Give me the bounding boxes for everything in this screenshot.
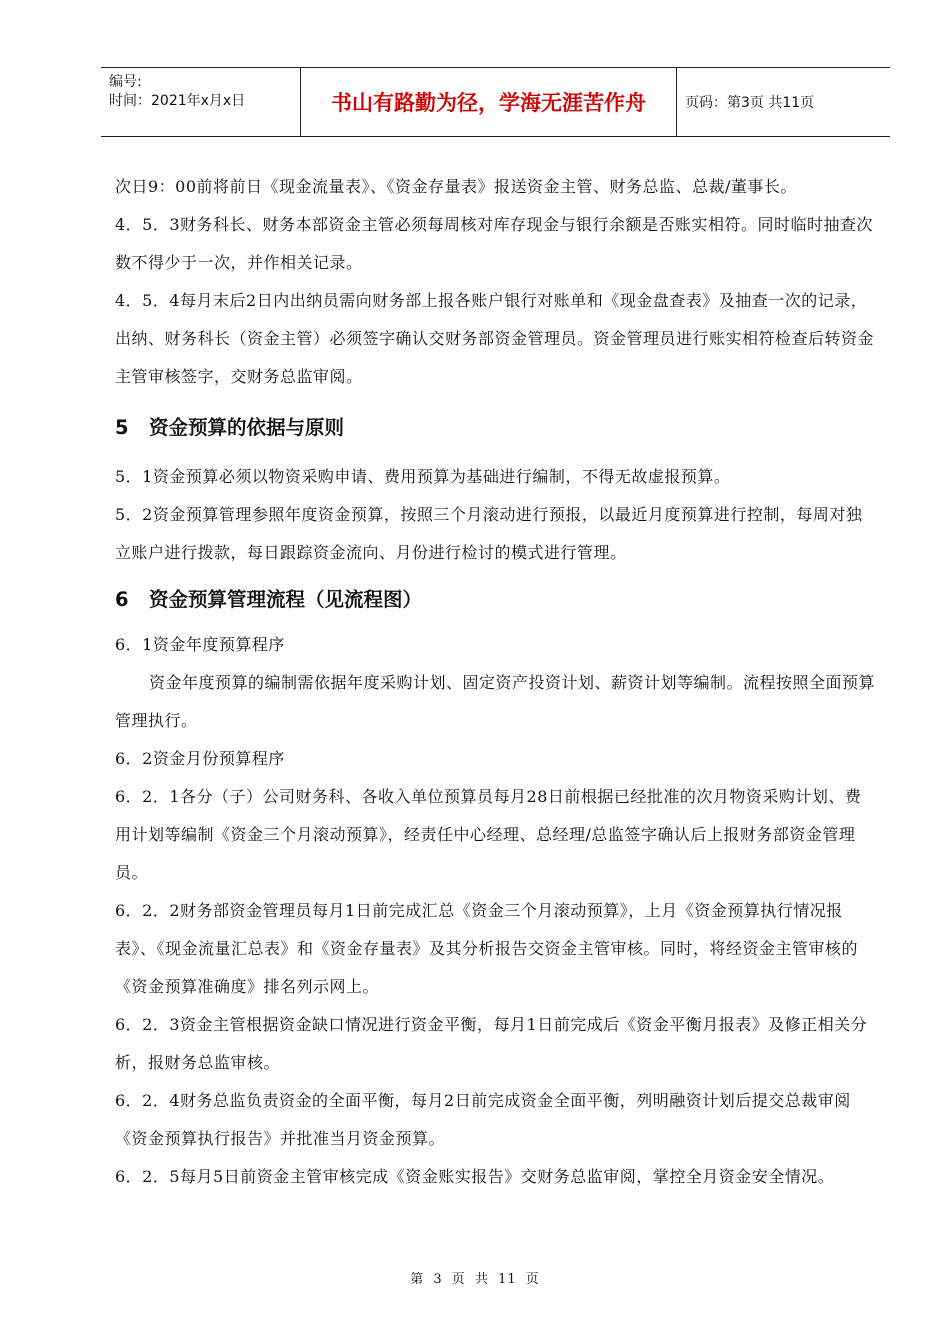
section-heading-5 [115,414,877,442]
section-number: 6 [115,588,129,611]
paragraph: 次日9：00前将前日《现金流量表》、《资金存量表》报送资金主管、财务总监、总裁/董事长。 [115,177,797,196]
section-title: 资金预算的依据与原则 [149,416,345,439]
paragraph: 4．5．3财务科长、财务本部资金主管必须每周核对库存现金与银行余额是否账实相符。同时临时抽查次数不得少于一次，并作相关记录。 [115,215,874,272]
document-body [115,168,877,1196]
footer-word: 第 [410,1272,425,1287]
footer-total-pages: 11 [498,1272,517,1287]
paragraph: 6．2资金月份预算程序 [115,749,285,768]
paragraph: 6．2．3资金主管根据资金缺口情况进行资金平衡，每月1日前完成后《资金平衡月报表》及修正相关分析，报财务总监审核。 [115,1015,868,1072]
header-page-info: 页码：第3页 共11页 [685,95,815,111]
paragraph: 5．1资金预算必须以物资采购申请、费用预算为基础进行编制，不得无故虚报预算。 [115,467,731,486]
header-table [101,67,890,137]
paragraph: 5．2资金预算管理参照年度资金预算，按照三个月滚动进行预报，以最近月度预算进行控制，每周对独立账户进行拨款，每日跟踪资金流向、月份进行检讨的模式进行管理。 [115,505,863,562]
paragraph: 6．1资金年度预算程序 [115,635,285,654]
paragraph: 6．2．2财务部资金管理员每月1日前完成汇总《资金三个月滚动预算》，上月《资金预算执行情况报表》、《现金流量汇总表》和《资金存量表》及其分析报告交资金主管审核。同时，将经资金主管审核的《资金预算准确度》排名列示网上。 [115,901,859,996]
header-motto: 书山有路勤为径，学海无涯苦作舟 [301,68,677,136]
footer-word: 页 [525,1272,540,1287]
footer-word: 共 [474,1272,489,1287]
paragraph: 6．2．5每月5日前资金主管审核完成《资金账实报告》交财务总监审阅，掌控全月资金安全情况。 [115,1167,835,1186]
header-meta-cell [101,68,301,136]
code-label: 编号: [109,74,142,90]
footer-page-number: 3 [433,1272,443,1287]
paragraph: 4．5．4每月末后2日内出纳员需向财务部上报各账户银行对账单和《现金盘查表》及抽查一次的记录，出纳、财务科长（资金主管）必须签字确认交财务部资金管理员。资金管理员进行账实相符检查后转资金主管审核签字，交财务总监审阅。 [115,291,875,386]
paragraph: 资金年度预算的编制需依据年度采购计划、固定资产投资计划、薪资计划等编制。流程按照全面预算管理执行。 [115,673,876,730]
page-footer [0,1268,950,1287]
footer-word: 页 [451,1272,466,1287]
time-label: 时间：2021年x月x日 [109,93,246,109]
paragraph: 6．2．4财务总监负责资金的全面平衡，每月2日前完成资金全面平衡，列明融资计划后提交总裁审阅《资金预算执行报告》并批准当月资金预算。 [115,1091,851,1148]
section-number: 5 [115,416,129,439]
section-title: 资金预算管理流程（见流程图） [149,588,423,611]
section-heading-6 [115,586,877,614]
paragraph: 6．2．1各分（子）公司财务科、各收入单位预算员每月28日前根据已经批准的次月物资采购计划、费用计划等编制《资金三个月滚动预算》，经责任中心经理、总经理/总监签字确认后上报财务部资金管理员。 [115,787,862,882]
